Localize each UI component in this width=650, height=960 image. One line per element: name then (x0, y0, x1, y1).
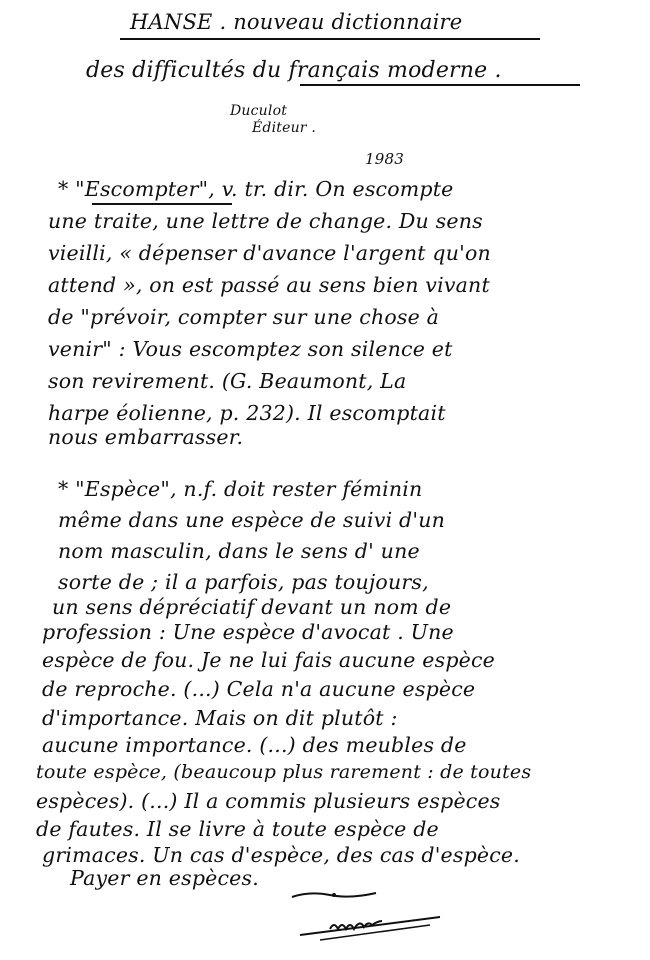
entry-line: * "Espèce", n.f. doit rester féminin (58, 477, 423, 501)
entry-line: Payer en espèces. (70, 866, 259, 890)
entry-line: nous embarrasser. (48, 425, 244, 449)
entry-line: harpe éolienne, p. 232). Il escomptait (48, 401, 446, 425)
entry-line: venir" : Vous escomptez son silence et (48, 337, 453, 361)
entry-line: son revirement. (G. Beaumont, La (48, 369, 407, 393)
publisher-name: Duculot (230, 103, 288, 119)
entry-line: de "prévoir, compter sur une chose à (48, 305, 440, 329)
entry-line: aucune importance. (...) des meubles de (42, 733, 467, 757)
header-underline-2 (300, 84, 580, 86)
entry-line: de fautes. Il se livre à toute espèce de (36, 817, 439, 841)
entry-line: espèce de fou. Je ne lui fais aucune espèce (42, 648, 496, 672)
header-title-line-2: des difficultés du français moderne . (86, 58, 502, 83)
header-title-line-1: HANSE . nouveau dictionnaire (130, 10, 463, 34)
entry-line: une traite, une lettre de change. Du sens (48, 209, 483, 233)
headword-underline (92, 203, 232, 205)
entry-line: un sens dépréciatif devant un nom de (52, 595, 452, 619)
signature-icon (290, 905, 450, 945)
entry-line: de reproche. (...) Cela n'a aucune espèce (42, 677, 476, 701)
header-underline-1 (120, 38, 540, 40)
entry-line: * "Escompter", v. tr. dir. On escompte (58, 177, 454, 201)
entry-line: attend », on est passé au sens bien vivant (48, 273, 490, 297)
entry-line: toute espèce, (beaucoup plus rarement : de toutes (36, 761, 532, 783)
entry-line: même dans une espèce de suivi d'un (58, 508, 446, 532)
closing-dash-mark (290, 885, 380, 905)
publisher-role: Éditeur . (252, 120, 316, 136)
entry-line: vieilli, « dépenser d'avance l'argent qu'on (48, 241, 491, 265)
entry-line: d'importance. Mais on dit plutôt : (42, 706, 398, 730)
entry-line: sorte de ; il a parfois, pas toujours, (58, 570, 429, 594)
entry-line: grimaces. Un cas d'espèce, des cas d'espèce. (42, 843, 520, 867)
publication-year: 1983 (365, 150, 404, 168)
entry-line: nom masculin, dans le sens d' une (58, 539, 420, 563)
entry-line: profession : Une espèce d'avocat . Une (42, 620, 454, 644)
entry-line: espèces). (...) Il a commis plusieurs espèces (36, 789, 501, 813)
